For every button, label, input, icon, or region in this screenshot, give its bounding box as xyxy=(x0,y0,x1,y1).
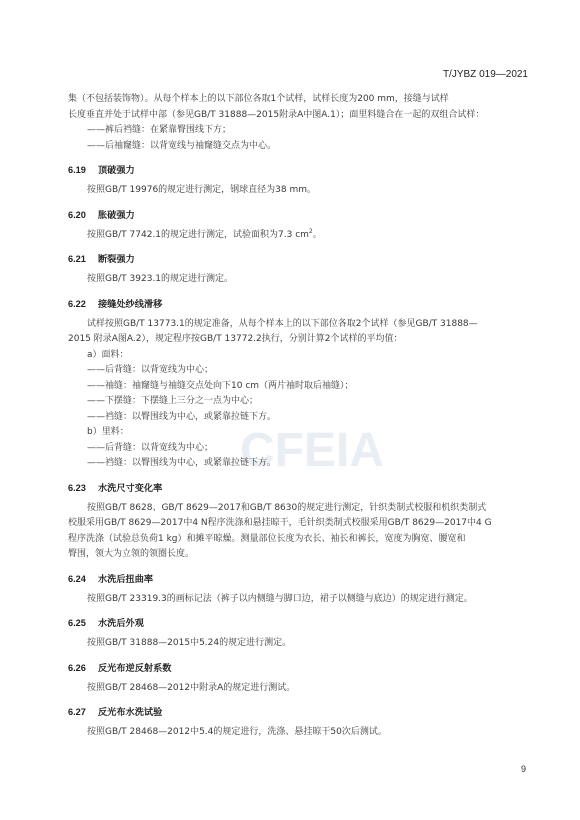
section-6-27 xyxy=(68,704,530,741)
section-text-tail: 。 xyxy=(312,229,322,240)
intro-item-2: ——后袖窿缝：以背宽线与袖窿缝交点为中心。 xyxy=(87,140,277,151)
list-item-a: a）面料： xyxy=(87,349,129,360)
section-heading xyxy=(68,615,530,632)
section-6-22 xyxy=(68,296,530,472)
section-number: 6.21 xyxy=(68,254,86,264)
section-text-line-2: 校服采用GB/T 8629—2017中4 N程序洗涤和悬挂晾干，毛针织类制式校服采用GB/T 8629—2017中4 G xyxy=(68,518,492,528)
section-number: 6.20 xyxy=(68,209,86,220)
intro-item-1: ——裤后裆缝：在紧靠臀围线下方； xyxy=(87,125,232,135)
section-title: 顶破强力 xyxy=(98,165,135,176)
section-number: 6.26 xyxy=(68,662,86,673)
section-heading xyxy=(68,296,530,313)
document-body xyxy=(68,92,530,741)
section-number: 6.27 xyxy=(68,707,86,717)
section-heading xyxy=(68,660,530,677)
section-title: 反光布逆反射系数 xyxy=(98,662,172,674)
list-item-a4: ——裆缝：以臀围线为中心，或紧靠拉链下方。 xyxy=(87,411,277,422)
section-text-line-3: 程序洗涤（试验总负荷1 kg）和摊平晾燥。测量部位长度为衣长、袖长和裤长，宽度为胸宽、腰宽和 xyxy=(68,533,466,544)
section-number: 6.22 xyxy=(68,298,86,309)
section-title: 水洗后扭曲率 xyxy=(98,573,154,585)
section-heading xyxy=(68,251,530,268)
section-heading xyxy=(68,207,530,224)
section-text: 按照GB/T 28468—2012中5.4的规定进行，洗涤、悬挂晾干50次后测试。 xyxy=(87,727,387,737)
watermark-text: CFEIA xyxy=(240,424,384,477)
section-text xyxy=(68,228,530,244)
section-text: 按照GB/T 31888—2015中5.24的规定进行测定。 xyxy=(87,638,292,648)
section-text-main: 按照GB/T 7742.1的规定进行测定，试验面积为7.3 cm xyxy=(87,229,309,240)
document-code: T/JYBZ 019—2021 xyxy=(442,69,528,80)
list-item-b: b）里料： xyxy=(87,427,129,437)
list-item-b2: ——裆缝：以臀围线为中心，或紧靠拉链下方。 xyxy=(87,458,277,468)
section-6-25 xyxy=(68,615,530,652)
section-heading xyxy=(68,571,530,588)
section-title: 水洗后外观 xyxy=(98,618,144,629)
section-heading xyxy=(68,162,530,179)
intro-section xyxy=(68,92,530,154)
section-text-line-1: 按照GB/T 8628、GB/T 8629—2017和GB/T 8630的规定进行测定，针织类制式校服和机织类制式 xyxy=(87,502,487,513)
section-heading xyxy=(68,704,530,721)
section-6-26 xyxy=(68,660,530,697)
list-item-b1: ——后背缝：以背宽线为中心； xyxy=(87,442,214,453)
section-6-23 xyxy=(68,480,530,563)
section-text: 按照GB/T 3923.1的规定进行测定。 xyxy=(87,274,234,284)
list-item-a3: ——下摆缝：下摆缝上三分之一点为中心； xyxy=(87,396,259,406)
section-text: 按照GB/T 23319.3的画标记法（裤子以内侧缝与脚口边，裙子以侧缝与底边）的规定进行测定。 xyxy=(87,593,473,604)
section-heading xyxy=(68,480,530,497)
intro-line-2: 长度垂直并处于试样中部（参见GB/T 31888—2015附录A中图A.1）；面里料缝合在一起的双组合试样： xyxy=(68,109,485,120)
section-6-19 xyxy=(68,162,530,199)
section-number: 6.19 xyxy=(68,165,86,175)
section-text-line-1: 试样按照GB/T 13773.1的规定准备，从每个样本上的以下部位各取2个试样（参见GB/T 31888— xyxy=(87,318,478,329)
section-text-line-4: 臀围，领大为立领的领圈长度。 xyxy=(68,549,195,559)
section-number: 6.25 xyxy=(68,618,86,628)
section-number: 6.24 xyxy=(68,573,86,584)
section-title: 水洗尺寸变化率 xyxy=(98,482,163,494)
superscript: 2 xyxy=(308,227,313,235)
section-text-line-2: 2015 附录A图A.2），规定程序按GB/T 13772.2执行，分别计算2个试样的平均值： xyxy=(68,334,403,344)
section-text: 按照GB/T 19976的规定进行测定，钢球直径为38 mm。 xyxy=(87,185,317,195)
section-title: 断裂强力 xyxy=(98,254,135,265)
section-6-24 xyxy=(68,571,530,608)
section-title: 胀破强力 xyxy=(98,209,135,221)
list-item-a2: ——袖缝：袖窿缝与袖缝交点处向下10 cm（两片袖时取后袖缝）； xyxy=(87,380,354,391)
section-number: 6.23 xyxy=(68,482,86,493)
page-number: 9 xyxy=(520,764,526,774)
section-title: 反光布水洗试验 xyxy=(98,707,163,718)
section-title: 接缝处纱线滑移 xyxy=(98,298,163,310)
section-text: 按照GB/T 28468—2012中附录A的规定进行测试。 xyxy=(87,682,296,693)
section-6-21 xyxy=(68,251,530,288)
intro-line-1: 集（不包括装饰物）。从每个样本上的以下部位各取1个试样，试样长度为200 mm，接缝与试样 xyxy=(68,94,449,104)
section-6-20 xyxy=(68,207,530,244)
list-item-a1: ——后背缝：以背宽线为中心； xyxy=(87,365,214,375)
